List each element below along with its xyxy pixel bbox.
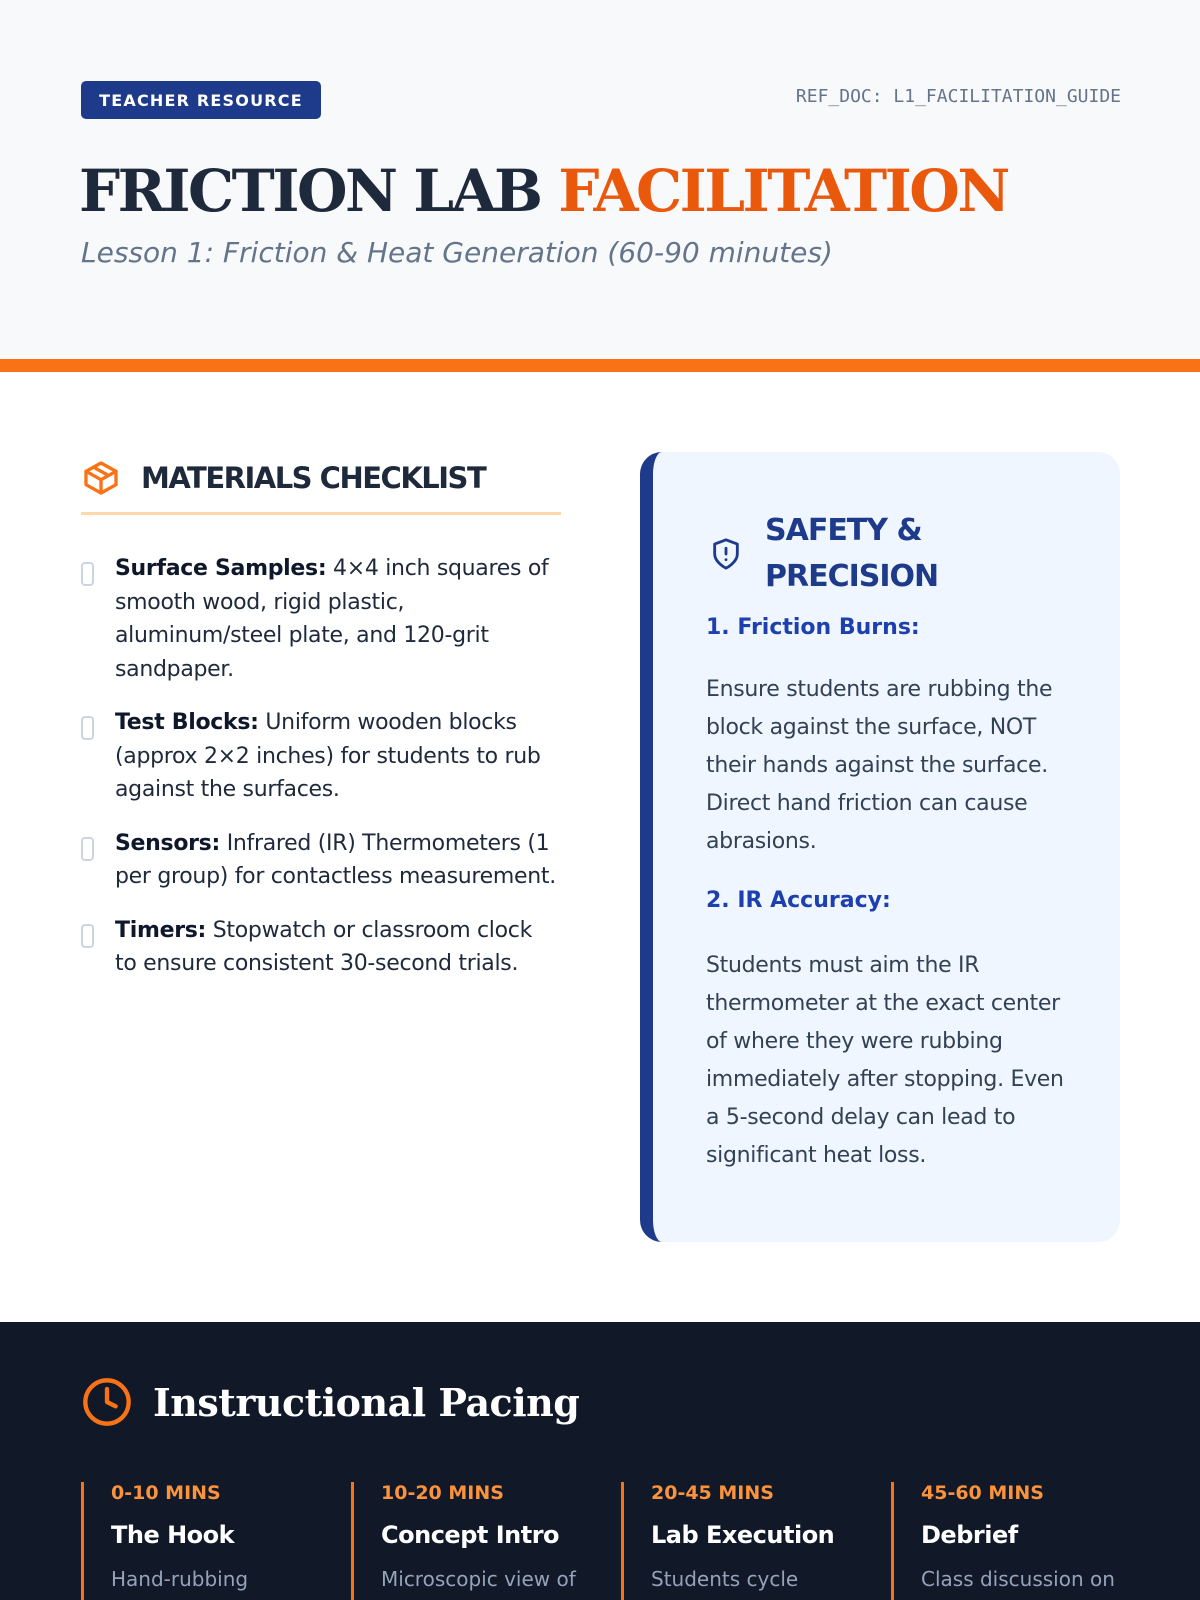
header-divider [0,359,1200,372]
checkbox[interactable] [81,716,94,740]
item-text: 4×4 inch squares of smooth wood, rigid plastic, aluminum/steel plate, and 120-grit sandpaper. [115,556,549,682]
item-label: Test Blocks: [115,710,259,735]
checkbox[interactable] [81,562,94,586]
item-label: Sensors: [115,830,220,856]
pacing-section [0,1322,1200,1600]
lesson-subtitle: Lesson 1: Friction & Heat Generation (60-90 minutes) [81,236,833,269]
page-title [79,155,1008,227]
reference-doc-id: REF_DOC: L1_FACILITATION_GUIDE [795,86,1121,107]
materials-list [81,552,561,1001]
list-item [81,827,561,894]
clock-icon [81,1376,133,1428]
safety-callout [640,452,1120,1242]
phase-time: 0-10 MINS [111,1482,221,1504]
checkbox[interactable] [81,837,94,861]
page-header [0,0,1200,360]
materials-header [81,452,561,504]
title-part-accent: FACILITATION [558,157,1008,225]
item-label: Timers: [115,917,207,943]
phase-description: Hand-rubbing [111,1567,249,1591]
safety-point-text: Ensure students are rubbing the block against the surface, NOT their hands against the surface. Direct hand friction can cause abrasions. [706,677,1053,854]
pacing-phase [81,1482,331,1600]
item-label: Surface Samples: [115,556,327,581]
materials-underline [81,512,561,515]
phase-name: Concept Intro [381,1521,560,1549]
materials-section [81,452,561,976]
item-text: Infrared (IR) Thermometers (1 per group) for contactless measurement. [115,830,556,889]
shield-alert-icon [709,537,743,571]
box-icon [81,458,121,498]
safety-point-title: 1. Friction Burns: [706,615,920,640]
pacing-phase [621,1482,871,1600]
phase-name: Lab Execution [651,1521,835,1549]
title-part-main: FRICTION LAB [79,157,541,225]
phase-time: 10-20 MINS [381,1482,504,1504]
phase-description: Class discussion on [921,1567,1115,1591]
safety-point-title: 2. IR Accuracy: [706,888,891,913]
checkbox[interactable] [81,924,94,948]
safety-heading: SAFETY & PRECISION [765,513,939,594]
phase-time: 45-60 MINS [921,1482,1044,1504]
phase-name: The Hook [111,1521,235,1549]
phase-description: Students cycle [651,1567,799,1591]
safety-header [709,508,965,600]
phase-name: Debrief [921,1521,1018,1549]
pacing-phase [351,1482,601,1600]
pacing-header [81,1376,579,1428]
pacing-heading: Instructional Pacing [153,1379,580,1425]
list-item [81,914,561,981]
list-item [81,706,561,807]
phase-time: 20-45 MINS [651,1482,774,1504]
safety-point-text: Students must aim the IR thermometer at the exact center of where they were rubbing immediately after stopping. Even a 5-second delay can lead to significant heat loss. [706,953,1064,1168]
resource-badge: TEACHER RESOURCE [81,81,321,119]
phase-description: Microscopic view of [381,1567,576,1591]
list-item [81,552,561,686]
pacing-phase [891,1482,1141,1600]
materials-heading: MATERIALS CHECKLIST [141,461,486,495]
item-text: Stopwatch or classroom clock to ensure consistent 30-second trials. [115,917,533,976]
item-text: Uniform wooden blocks (approx 2×2 inches) for students to rub against the surfaces. [115,710,541,802]
